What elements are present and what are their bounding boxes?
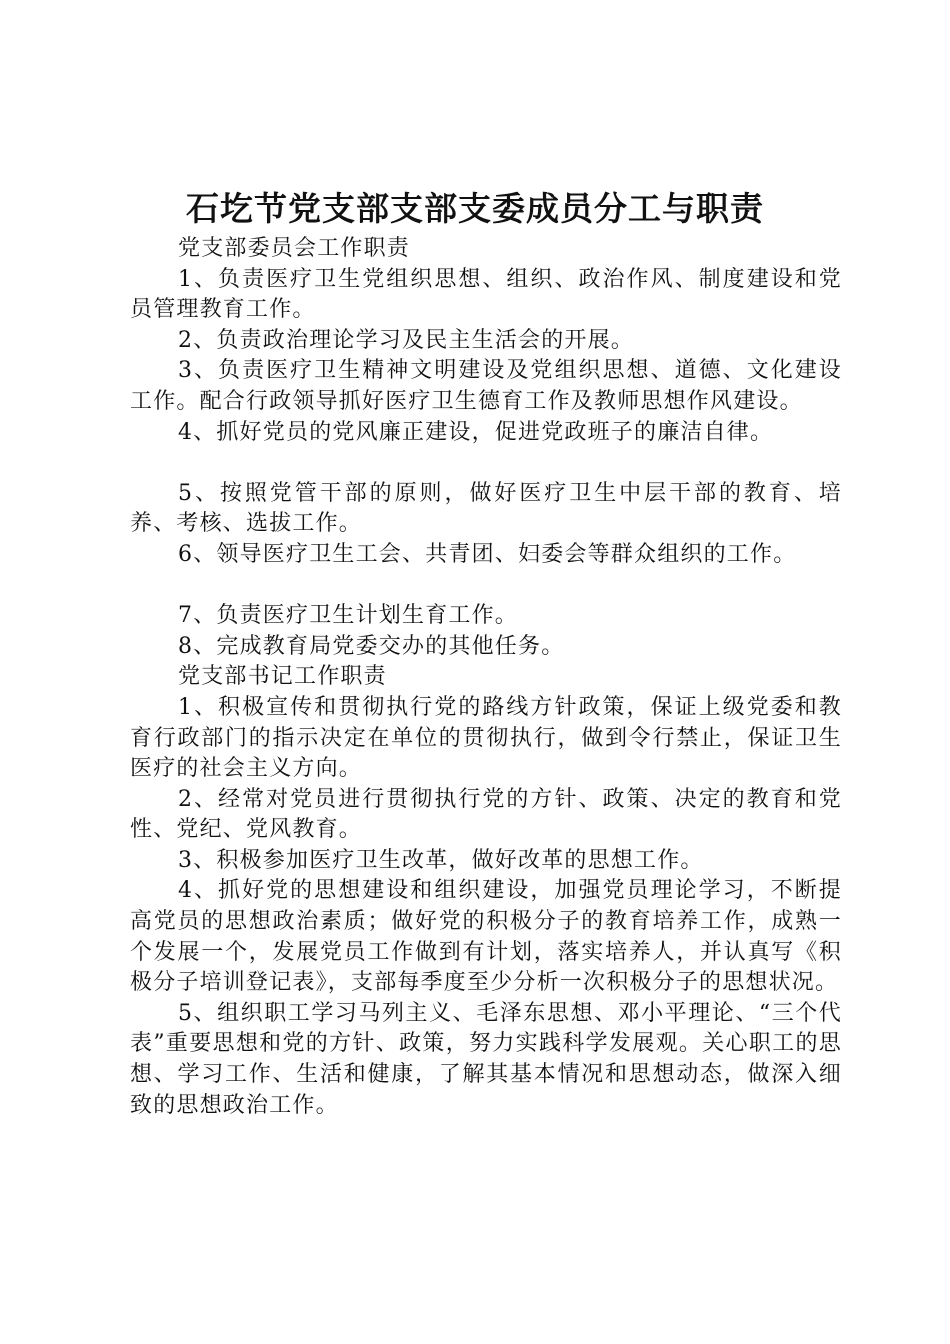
document-title: 石圪节党支部支部支委成员分工与职责	[186, 189, 764, 228]
committee-duty-7: 7、负责医疗卫生计划生育工作。	[178, 603, 518, 629]
secretary-duty-5: 5、组织职工学习马列主义、毛泽东思想、邓小平理论、“三个代表”重要思想和党的方针、政策，努力实践科学发展观。关心职工的思想、学习工作、生活和健康，了解其基本情况和思想动态，做深入细致的思想政治工作。	[130, 1000, 842, 1118]
committee-duty-3: 3、负责医疗卫生精神文明建设及党组织思想、道德、文化建设工作。配合行政领导抓好医疗卫生德育工作及教师思想作风建设。	[130, 358, 842, 414]
committee-duty-8: 8、完成教育局党委交办的其他任务。	[178, 633, 565, 659]
secretary-duty-4: 4、抓好党的思想建设和组织建设，加强党员理论学习，不断提高党员的思想政治素质；做好党的积极分子的教育培养工作，成熟一个发展一个，发展党员工作做到有计划，落实培养人，并认真写《积极分子培训登记表》，支部每季度至少分析一次积极分子的思想状况。	[130, 878, 842, 996]
section-heading-secretary-duties: 党支部书记工作职责	[178, 664, 387, 690]
secretary-duty-3: 3、积极参加医疗卫生改革，做好改革的思想工作。	[178, 847, 704, 873]
committee-duty-4: 4、抓好党员的党风廉正建设，促进党政班子的廉洁自律。	[178, 419, 774, 445]
committee-duty-1: 1、负责医疗卫生党组织思想、组织、政治作风、制度建设和党员管理教育工作。	[130, 266, 842, 323]
committee-duty-5: 5、按照党管干部的原则，做好医疗卫生中层干部的教育、培养、考核、选拔工作。	[130, 480, 842, 537]
committee-duty-2: 2、负责政治理论学习及民主生活会的开展。	[178, 327, 634, 353]
document-body	[130, 234, 842, 1121]
committee-duty-6: 6、领导医疗卫生工会、共青团、妇委会等群众组织的工作。	[178, 541, 797, 567]
secretary-duty-2: 2、经常对党员进行贯彻执行党的方针、政策、决定的教育和党性、党纪、党风教育。	[130, 786, 842, 843]
secretary-duty-1: 1、积极宣传和贯彻执行党的路线方针政策，保证上级党委和教育行政部门的指示决定在单位的贯彻执行，做到令行禁止，保证卫生医疗的社会主义方向。	[130, 694, 842, 782]
section-heading-committee-duties: 党支部委员会工作职责	[178, 236, 411, 261]
